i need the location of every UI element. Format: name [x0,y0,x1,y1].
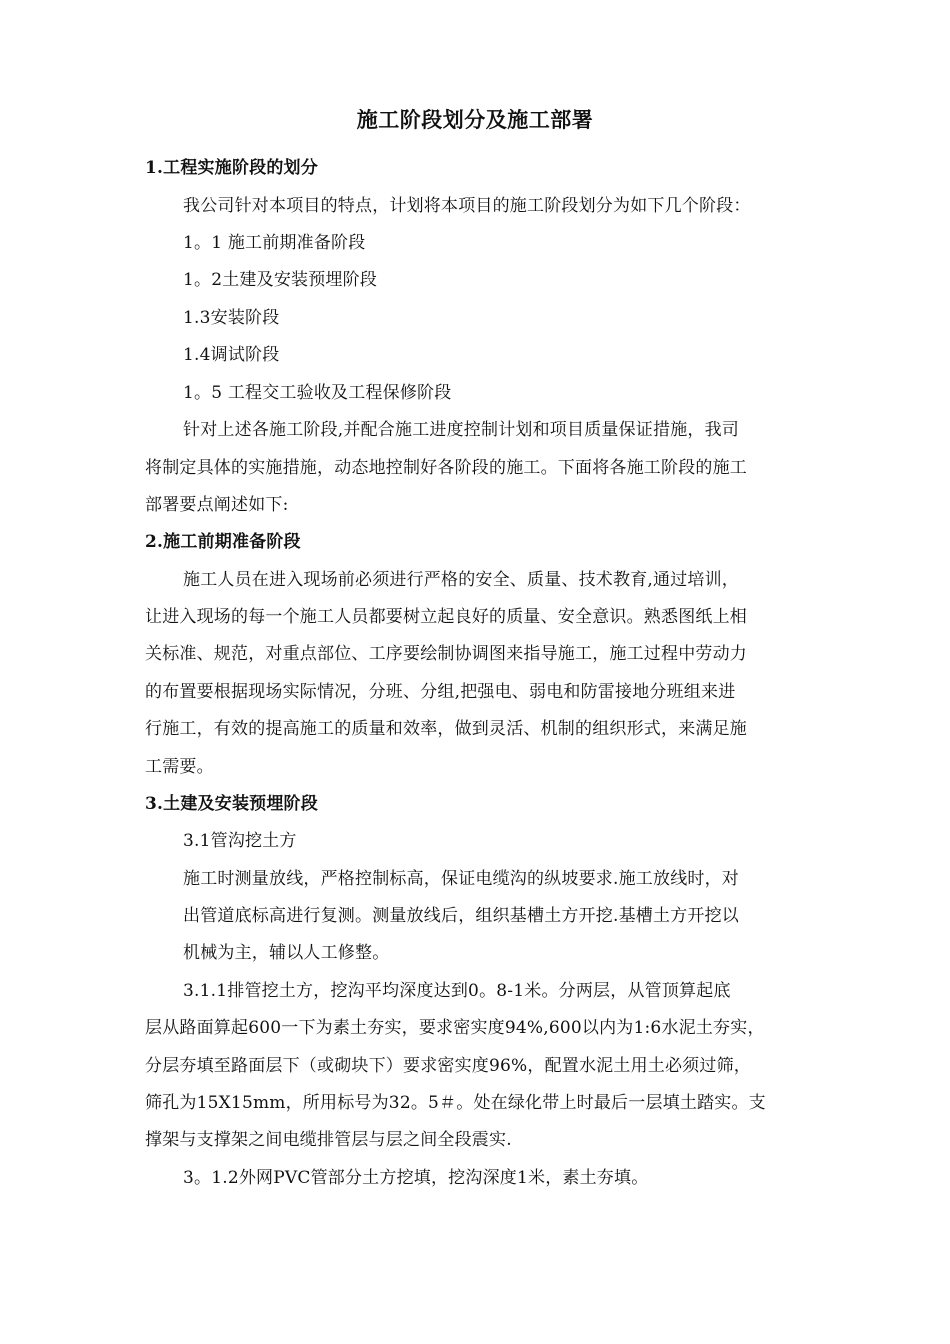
subsection-heading: 3.1管沟挖土方 [183,831,297,851]
paragraph-line: 层从路面算起600一下为素土夯实，要求密实度94%,600以内为1:6水泥土夯实， [145,1018,765,1038]
paragraph-line: 的布置要根据现场实际情况，分班、分组,把强电、弱电和防雷接地分班组来进 [145,682,736,702]
paragraph-line: 部署要点阐述如下: [145,495,289,515]
paragraph-line: 3.1.1排管挖土方，挖沟平均深度达到0。8-1米。分两层，从管顶算起底 [183,981,731,1001]
section-heading-1: 1.工程实施阶段的划分 [145,158,318,178]
list-item: 1。5 工程交工验收及工程保修阶段 [183,383,452,403]
paragraph-line: 出管道底标高进行复测。测量放线后，组织基槽土方开挖.基槽土方开挖以 [183,906,740,926]
section-heading-2: 2.施工前期准备阶段 [145,532,301,552]
paragraph-line: 关标准、规范，对重点部位、工序要绘制协调图来指导施工，施工过程中劳动力 [145,644,747,664]
paragraph-line: 施工时测量放线，严格控制标高，保证电缆沟的纵坡要求.施工放线时，对 [183,869,740,889]
list-item: 1.4调试阶段 [183,345,280,365]
paragraph-line: 3。1.2外网PVC管部分土方挖填，挖沟深度1米，素土夯填。 [183,1168,649,1188]
paragraph-line: 机械为主，辅以人工修整。 [183,943,390,963]
paragraph-line: 撑架与支撑架之间电缆排管层与层之间全段震实. [145,1130,512,1150]
section-heading-3: 3.土建及安装预埋阶段 [145,794,318,814]
paragraph-line: 筛孔为15X15mm，所用标号为32。5＃。处在绿化带上时最后一层填土踏实。支 [145,1093,766,1113]
paragraph-line: 施工人员在进入现场前必须进行严格的安全、质量、技术教育,通过培训， [183,570,740,590]
paragraph-line: 工需要。 [145,757,214,777]
list-item: 1.3安装阶段 [183,308,280,328]
paragraph-line: 分层夯填至路面层下（或砌块下）要求密实度96%，配置水泥土用土必须过筛， [145,1056,751,1076]
paragraph-line: 行施工，有效的提高施工的质量和效率，做到灵活、机制的组织形式，来满足施 [145,719,747,739]
paragraph-line: 将制定具体的实施措施，动态地控制好各阶段的施工。下面将各施工阶段的施工 [145,458,747,478]
paragraph-line: 我公司针对本项目的特点，计划将本项目的施工阶段划分为如下几个阶段： [183,196,751,216]
paragraph-line: 让进入现场的每一个施工人员都要树立起良好的质量、安全意识。熟悉图纸上相 [145,607,747,627]
page-title: 施工阶段划分及施工部署 [356,107,594,132]
list-item: 1。1 施工前期准备阶段 [183,233,366,253]
list-item: 1。2土建及安装预埋阶段 [183,270,378,290]
paragraph-line: 针对上述各施工阶段,并配合施工进度控制计划和项目质量保证措施，我司 [183,420,740,440]
